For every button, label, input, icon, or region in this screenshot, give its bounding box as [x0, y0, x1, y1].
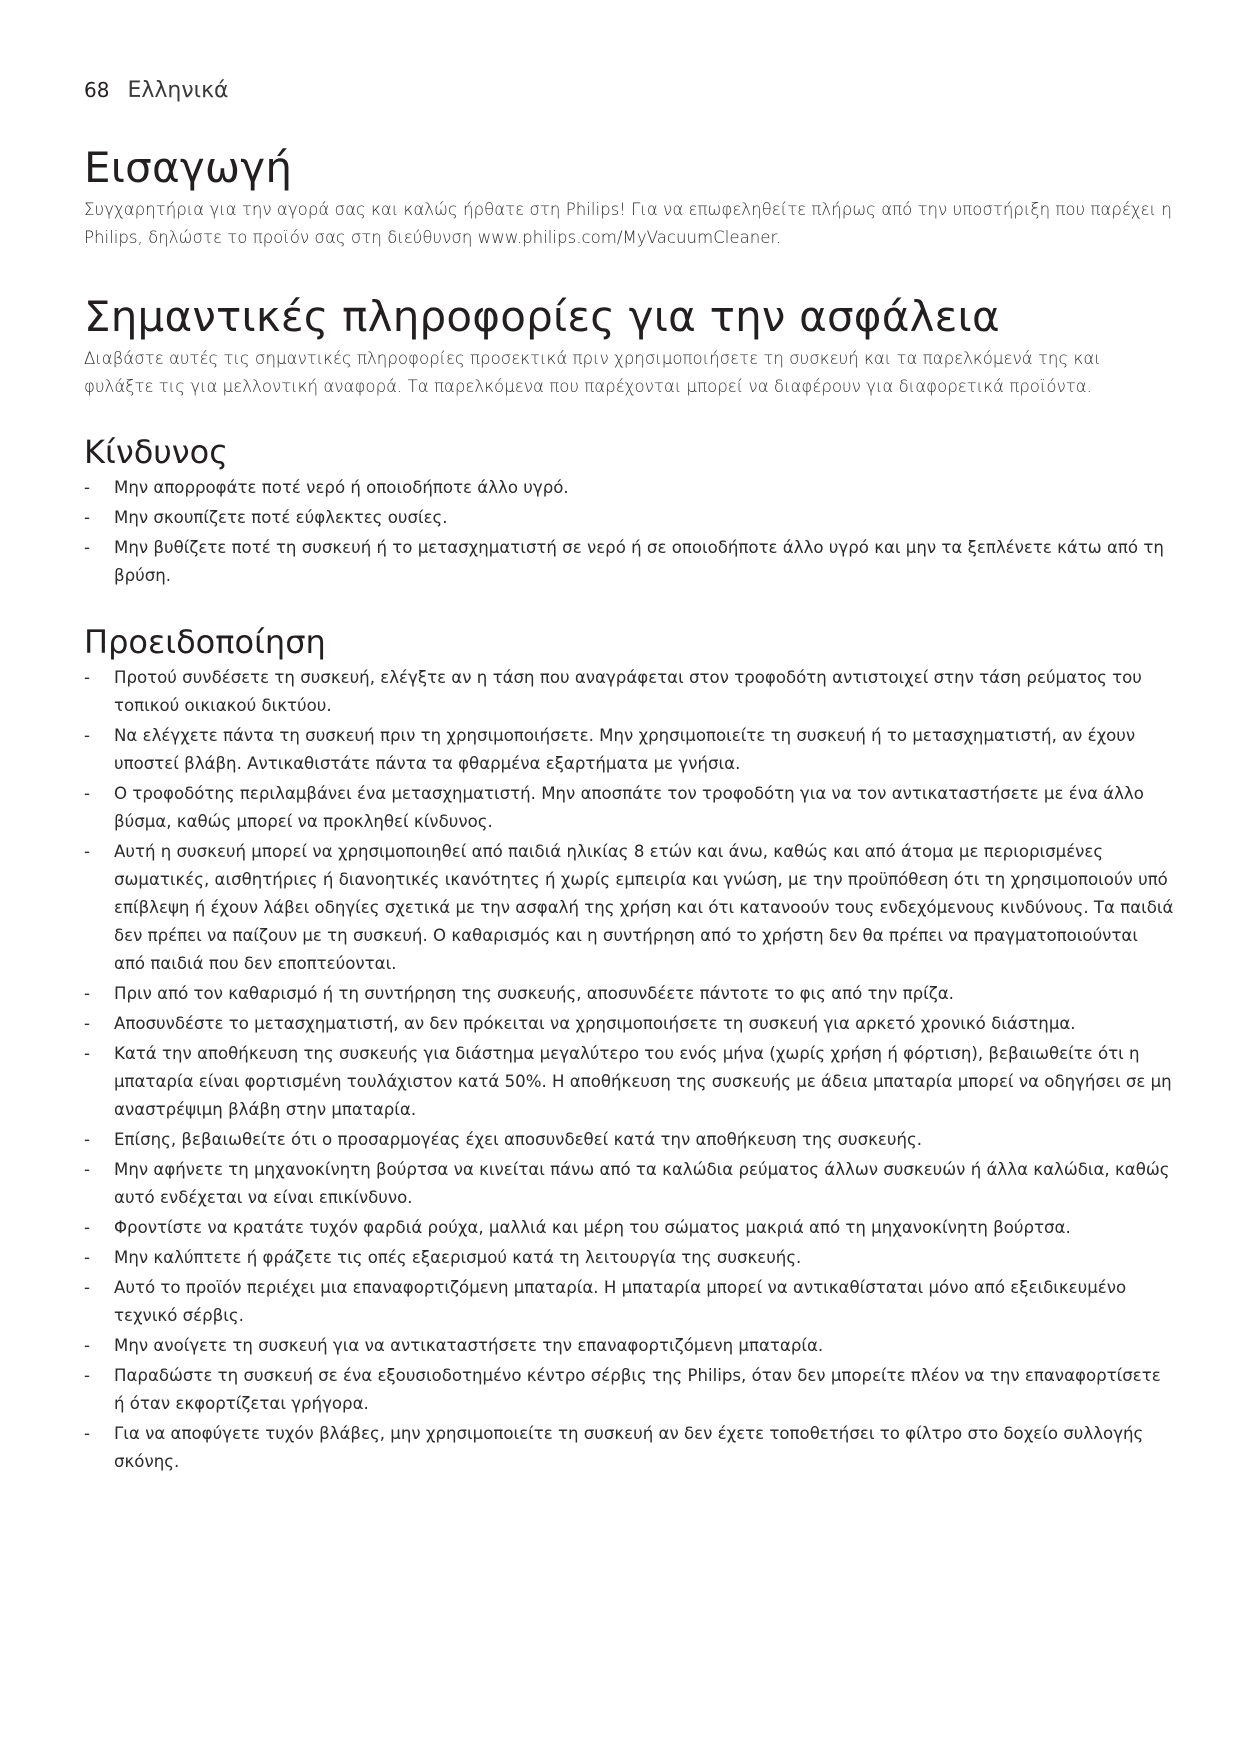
list-item-text: Αυτό το προϊόν περιέχει μια επαναφορτιζόμενη μπαταρία. Η μπαταρία μπορεί να αντικαθίσταται μόνο από εξειδικευμένο τεχνικό σέρβις. [114, 1278, 1127, 1325]
list-item-text: Μην αφήνετε τη μηχανοκίνητη βούρτσα να κινείται πάνω από τα καλώδια ρεύματος άλλων συσκευών ή άλλα καλώδια, καθώς αυτό ενδέχεται να είναι επικίνδυνο. [114, 1160, 1170, 1207]
list-item-text: Να ελέγχετε πάντα τη συσκευή πριν τη χρησιμοποιήσετε. Μην χρησιμοποιείτε τη συσκευή ή το μετασχηματιστή, αν έχουν υποστεί βλάβη. Αντικαθιστάτε πάντα τα φθαρμένα εξαρτήματα με γνήσια. [114, 726, 1136, 773]
bullet-dash: - [84, 1130, 90, 1149]
list-item [84, 1244, 1174, 1272]
bullet-dash: - [84, 726, 90, 745]
page-number: 68 [84, 78, 110, 102]
bullet-dash: - [84, 1336, 90, 1355]
list-item [84, 1214, 1174, 1242]
list-item [84, 1332, 1174, 1360]
bullet-dash: - [84, 508, 90, 527]
list-item-text: Μην σκουπίζετε ποτέ εύφλεκτες ουσίες. [114, 508, 448, 527]
bullet-dash: - [84, 1278, 90, 1297]
intro-heading: Εισαγωγή [84, 143, 293, 192]
bullet-dash: - [84, 1014, 90, 1033]
bullet-dash: - [84, 478, 90, 497]
list-item [84, 1274, 1174, 1330]
list-item [84, 1420, 1174, 1476]
bullet-dash: - [84, 1366, 90, 1385]
page-header [84, 78, 1174, 110]
list-item [84, 474, 1174, 502]
list-item [84, 722, 1174, 778]
list-item-text: Ο τροφοδότης περιλαμβάνει ένα μετασχηματιστή. Μην αποσπάτε τον τροφοδότη για να τον αντικαταστήσετε με ένα άλλο βύσμα, καθώς μπορεί να προκληθεί κίνδυνος. [114, 784, 1144, 831]
list-item [84, 1156, 1174, 1212]
warning-list [84, 664, 1174, 1476]
list-item [84, 1362, 1174, 1418]
manual-page [84, 78, 1174, 1478]
intro-paragraph: Συγχαρητήρια για την αγορά σας και καλώς ήρθατε στη Philips! Για να επωφεληθείτε πλήρως από την υποστήριξη που παρέχει η Philips, δηλώστε το προϊόν σας στη διεύθυνση www.philips.com/MyVacuumCleaner. [84, 200, 1172, 247]
bullet-dash: - [84, 668, 90, 687]
list-item-text: Παραδώστε τη συσκευή σε ένα εξουσιοδοτημένο κέντρο σέρβις της Philips, όταν δεν μπορείτε πλέον να την επαναφορτίσετε ή όταν εκφορτίζεται γρήγορα. [114, 1366, 1161, 1413]
safety-heading: Σημαντικές πληροφορίες για την ασφάλεια [84, 292, 1000, 341]
list-item-text: Μην βυθίζετε ποτέ τη συσκευή ή το μετασχηματιστή σε νερό ή σε οποιοδήποτε άλλο υγρό και μην τα ξεπλένετε κάτω από τη βρύση. [114, 538, 1164, 585]
danger-list [84, 474, 1174, 590]
list-item-text: Πριν από τον καθαρισμό ή τη συντήρηση της συσκευής, αποσυνδέετε πάντοτε το φις από την πρίζα. [114, 984, 954, 1003]
list-item [84, 1040, 1174, 1124]
list-item-text: Μην ανοίγετε τη συσκευή για να αντικαταστήσετε την επαναφορτιζόμενη μπαταρία. [114, 1336, 824, 1355]
list-item [84, 504, 1174, 532]
bullet-dash: - [84, 984, 90, 1003]
bullet-dash: - [84, 1424, 90, 1443]
bullet-dash: - [84, 1160, 90, 1179]
list-item [84, 1126, 1174, 1154]
bullet-dash: - [84, 1218, 90, 1237]
list-item [84, 1010, 1174, 1038]
list-item [84, 980, 1174, 1008]
safety-paragraph: Διαβάστε αυτές τις σημαντικές πληροφορίες προσεκτικά πριν χρησιμοποιήσετε τη συσκευή και τα παρελκόμενά της και φυλάξτε τις για μελλοντική αναφορά. Τα παρελκόμενα που παρέχονται μπορεί να διαφέρουν για διαφορετικά προϊόντα. [84, 349, 1101, 396]
danger-heading: Κίνδυνος [84, 433, 229, 471]
bullet-dash: - [84, 538, 90, 557]
bullet-dash: - [84, 842, 90, 861]
list-item [84, 838, 1174, 978]
list-item-text: Μην καλύπτετε ή φράζετε τις οπές εξαερισμού κατά τη λειτουργία της συσκευής. [114, 1248, 802, 1267]
page-language: Ελληνικά [127, 78, 229, 103]
list-item-text: Μην απορροφάτε ποτέ νερό ή οποιοδήποτε άλλο υγρό. [114, 478, 569, 497]
list-item-text: Επίσης, βεβαιωθείτε ότι ο προσαρμογέας έχει αποσυνδεθεί κατά την αποθήκευση της συσκευής. [114, 1130, 922, 1149]
list-item-text: Κατά την αποθήκευση της συσκευής για διάστημα μεγαλύτερο του ενός μήνα (χωρίς χρήση ή φόρτιση), βεβαιωθείτε ότι η μπαταρία είναι φορτισμένη τουλάχιστον κατά 50%. Η αποθήκευση της συσκευής με άδεια μπαταρία μπορεί να οδηγήσει σε μη αναστρέψιμη βλάβη στην μπαταρία. [114, 1044, 1172, 1119]
warning-heading: Προειδοποίηση [84, 623, 326, 661]
list-item-text: Φροντίστε να κρατάτε τυχόν φαρδιά ρούχα, μαλλιά και μέρη του σώματος μακριά από τη μηχανοκίνητη βούρτσα. [114, 1218, 1071, 1237]
list-item-text: Αποσυνδέστε το μετασχηματιστή, αν δεν πρόκειται να χρησιμοποιήσετε τη συσκευή για αρκετό χρονικό διάστημα. [114, 1014, 1076, 1033]
list-item-text: Για να αποφύγετε τυχόν βλάβες, μην χρησιμοποιείτε τη συσκευή αν δεν έχετε τοποθετήσει το φίλτρο στο δοχείο συλλογής σκόνης. [114, 1424, 1144, 1471]
list-item [84, 780, 1174, 836]
bullet-dash: - [84, 1248, 90, 1267]
bullet-dash: - [84, 1044, 90, 1063]
list-item [84, 534, 1174, 590]
bullet-dash: - [84, 784, 90, 803]
list-item [84, 664, 1174, 720]
list-item-text: Αυτή η συσκευή μπορεί να χρησιμοποιηθεί από παιδιά ηλικίας 8 ετών και άνω, καθώς και από άτομα με περιορισμένες σωματικές, αισθητήριες ή διανοητικές ικανότητες ή χωρίς εμπειρία και γνώση, με την προϋπόθεση ότι τη χρησιμοποιούν υπό επίβλεψη ή έχουν λάβει οδηγίες σχετικά με την ασφαλή της χρήση και ότι κατανοούν τους ενδεχόμενους κινδύνους. Τα παιδιά δεν πρέπει να παίζουν με τη συσκευή. Ο καθαρισμός και η συντήρηση από το χρήστη δεν θα πρέπει να πραγματοποιούνται από παιδιά που δεν εποπτεύονται. [114, 842, 1174, 973]
list-item-text: Προτού συνδέσετε τη συσκευή, ελέγξτε αν η τάση που αναγράφεται στον τροφοδότη αντιστοιχεί στην τάση ρεύματος του τοπικού οικιακού δικτύου. [114, 668, 1142, 715]
